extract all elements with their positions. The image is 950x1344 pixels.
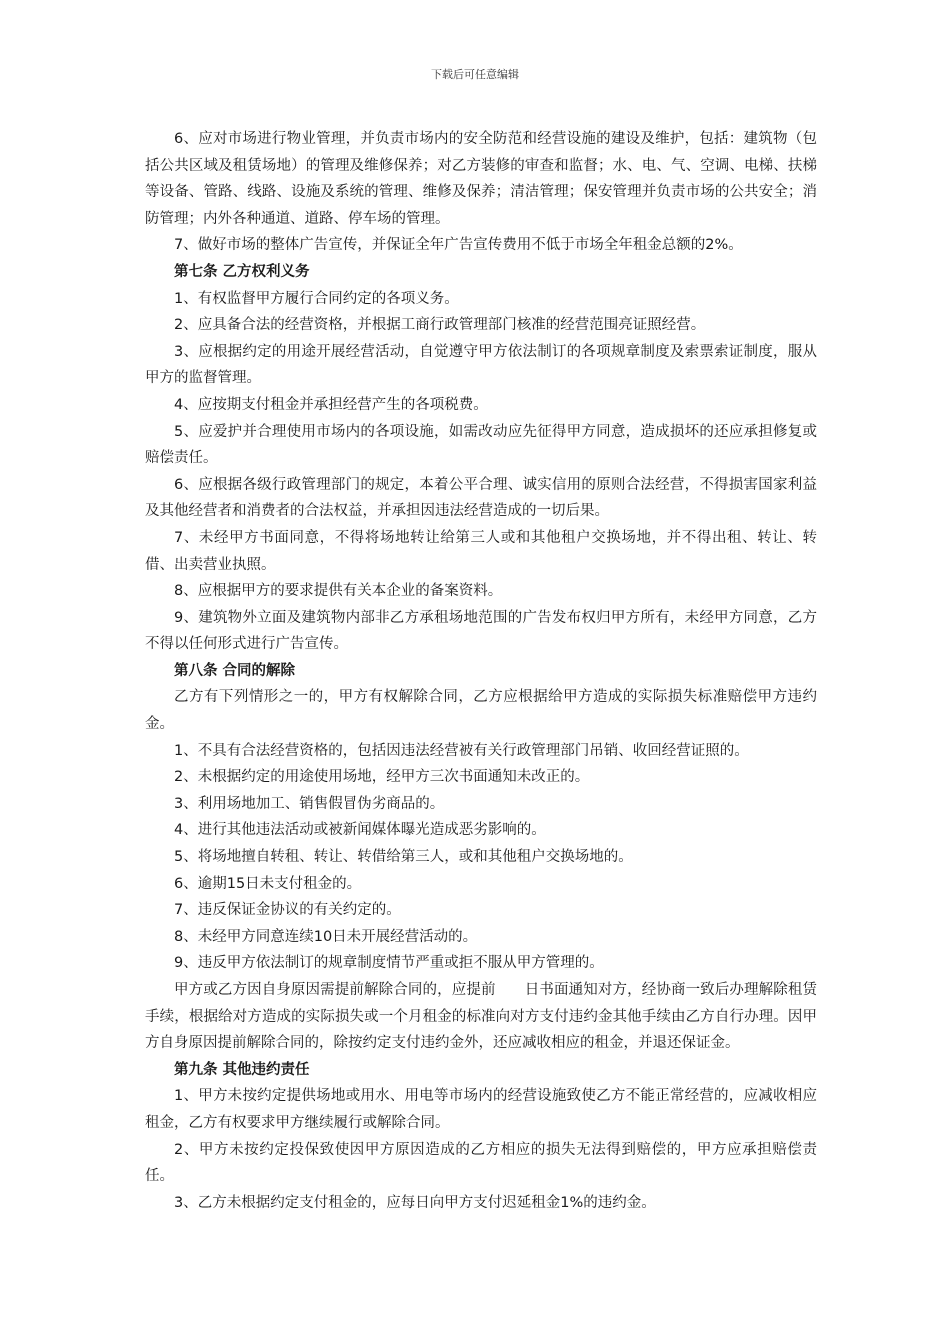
section-heading: 第八条 合同的解除 <box>174 662 296 679</box>
paragraph: 3、应根据约定的用途开展经营活动，自觉遵守甲方依法制订的各项规章制度及索票索证制度，服从甲方的监督管理。 <box>145 343 817 387</box>
paragraph: 7、做好市场的整体广告宣传，并保证全年广告宣传费用不低于市场全年租金总额的2%。 <box>174 237 743 254</box>
paragraph: 2、甲方未按约定投保致使因甲方原因造成的乙方相应的损失无法得到赔偿的，甲方应承担赔偿责任。 <box>145 1141 817 1185</box>
paragraph: 2、应具备合法的经营资格，并根据工商行政管理部门核准的经营范围亮证照经营。 <box>174 317 706 334</box>
section-heading: 第九条 其他违约责任 <box>174 1061 310 1078</box>
paragraph: 5、应爱护并合理使用市场内的各项设施，如需改动应先征得甲方同意，造成损坏的还应承担修复或赔偿责任。 <box>145 423 817 467</box>
paragraph: 5、将场地擅自转租、转让、转借给第三人，或和其他租户交换场地的。 <box>174 849 633 866</box>
paragraph: 7、未经甲方书面同意，不得将场地转让给第三人或和其他租户交换场地，并不得出租、转让、转借、出卖营业执照。 <box>145 529 817 573</box>
paragraph: 4、应按期支付租金并承担经营产生的各项税费。 <box>174 396 488 413</box>
paragraph: 乙方有下列情形之一的，甲方有权解除合同，乙方应根据给甲方造成的实际损失标准赔偿甲方违约金。 <box>145 689 817 733</box>
paragraph: 3、利用场地加工、销售假冒伪劣商品的。 <box>174 795 445 812</box>
paragraph: 3、乙方未根据约定支付租金的，应每日向甲方支付迟延租金1%的违约金。 <box>174 1194 656 1211</box>
paragraph: 1、有权监督甲方履行合同约定的各项义务。 <box>174 290 459 307</box>
paragraph: 6、逾期15日未支付租金的。 <box>174 875 362 892</box>
paragraph: 1、不具有合法经营资格的，包括因违法经营被有关行政管理部门吊销、收回经营证照的。 <box>174 742 749 759</box>
paragraph: 甲方或乙方因自身原因需提前解除合同的，应提前 日书面通知对方，经协商一致后办理解除租赁手续，根据给对方造成的实际损失或一个月租金的标准向对方支付违约金其他手续由乙方自行办理。因甲方自身原因提前解除合同的，除按约定支付违约金外，还应减收相应的租金，并退还保证金。 <box>145 982 817 1052</box>
document-body <box>145 126 817 1216</box>
section-heading: 第七条 乙方权利义务 <box>174 263 310 280</box>
paragraph: 6、应对市场进行物业管理，并负责市场内的安全防范和经营设施的建设及维护，包括：建筑物（包括公共区域及租赁场地）的管理及维修保养；对乙方装修的审查和监督；水、电、气、空调、电梯、扶梯等设备、管路、线路、设施及系统的管理、维修及保养；清洁管理；保安管理并负责市场的公共安全；消防管理；内外各种通道、道路、停车场的管理。 <box>145 131 817 227</box>
paragraph: 1、甲方未按约定提供场地或用水、用电等市场内的经营设施致使乙方不能正常经营的，应减收相应租金，乙方有权要求甲方继续履行或解除合同。 <box>145 1088 817 1131</box>
paragraph: 4、进行其他违法活动或被新闻媒体曝光造成恶劣影响的。 <box>174 822 546 839</box>
page-header: 下载后可任意编辑 <box>431 68 519 81</box>
paragraph: 8、应根据甲方的要求提供有关本企业的备案资料。 <box>174 583 503 600</box>
paragraph: 9、违反甲方依法制订的规章制度情节严重或拒不服从甲方管理的。 <box>174 955 604 972</box>
paragraph: 2、未根据约定的用途使用场地，经甲方三次书面通知未改正的。 <box>174 769 590 786</box>
paragraph: 8、未经甲方同意连续10日未开展经营活动的。 <box>174 928 478 945</box>
paragraph: 9、建筑物外立面及建筑物内部非乙方承租场地范围的广告发布权归甲方所有，未经甲方同意，乙方不得以任何形式进行广告宣传。 <box>145 609 817 653</box>
paragraph: 7、违反保证金协议的有关约定的。 <box>174 902 401 919</box>
paragraph: 6、应根据各级行政管理部门的规定，本着公平合理、诚实信用的原则合法经营，不得损害国家利益及其他经营者和消费者的合法权益，并承担因违法经营造成的一切后果。 <box>145 476 817 520</box>
